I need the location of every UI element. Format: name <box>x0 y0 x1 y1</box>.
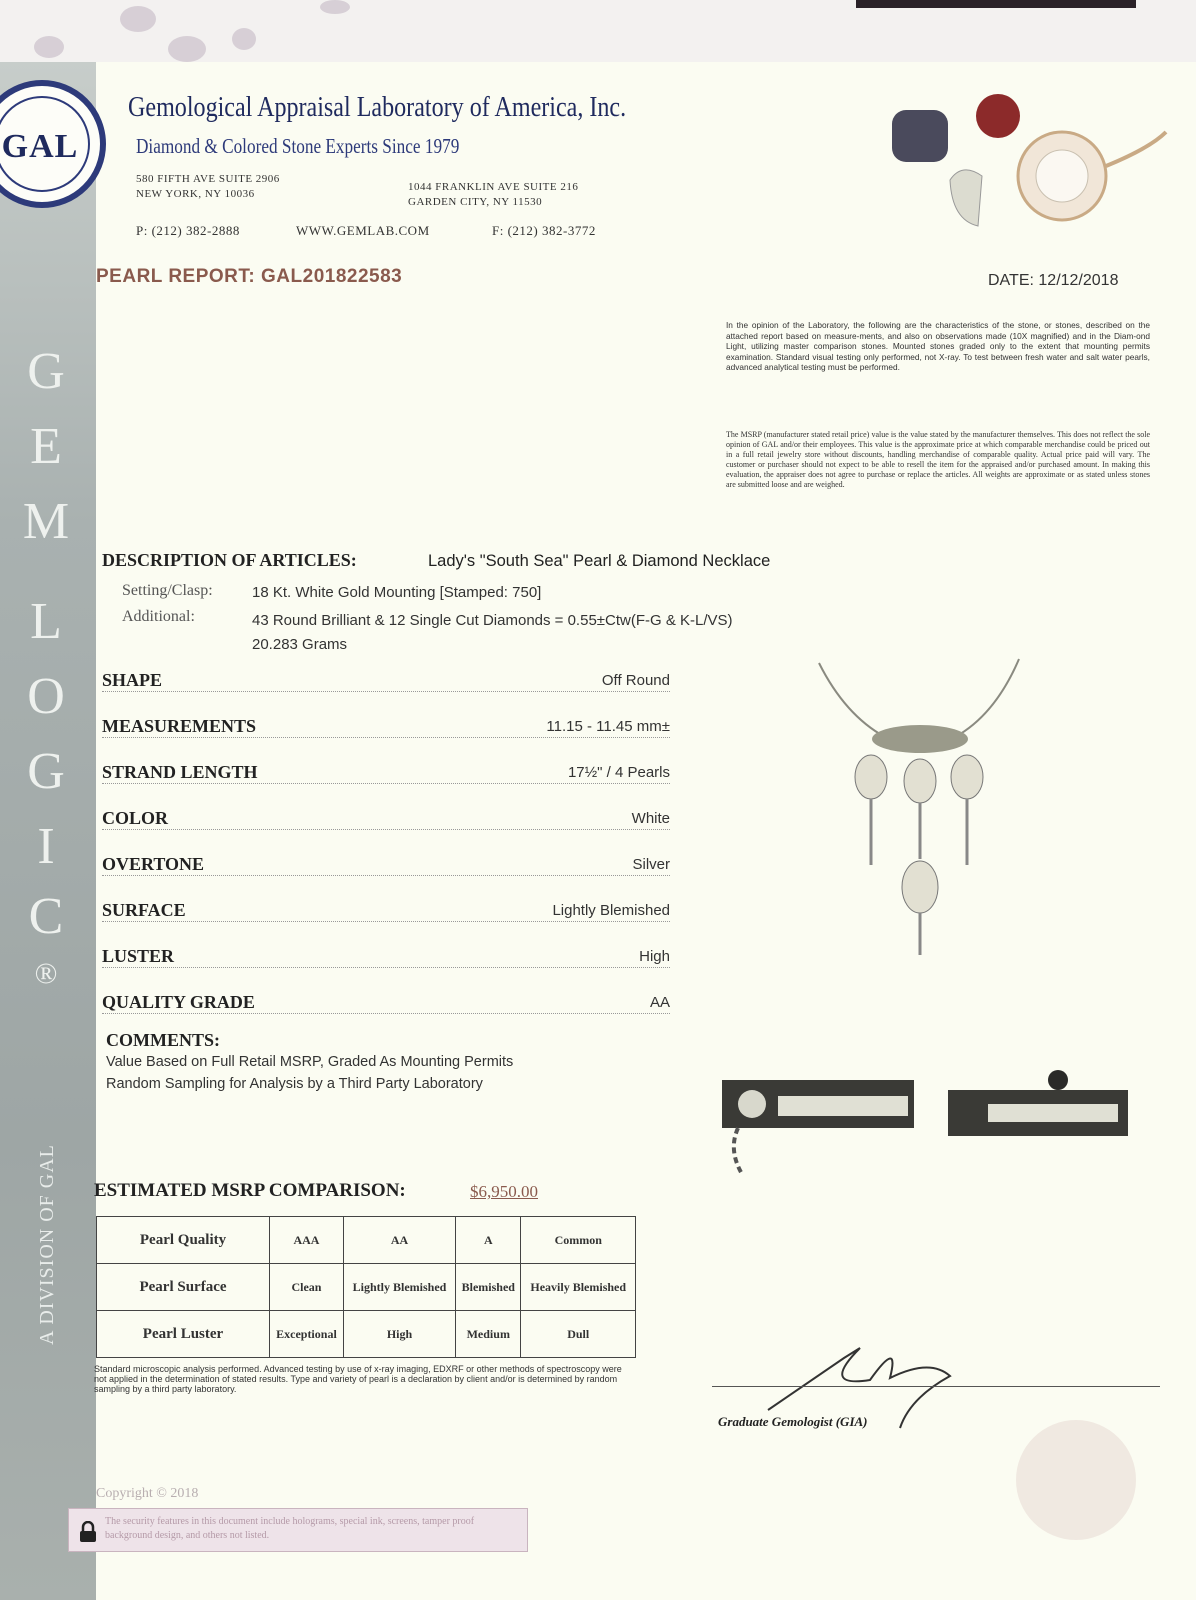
gem-photo <box>34 36 64 58</box>
additional-value: 43 Round Brilliant & 12 Single Cut Diamonds = 0.55±Ctw(F-G & K-L/VS) <box>252 612 733 629</box>
ring-band <box>1106 132 1166 166</box>
spine-letter: O <box>27 668 65 725</box>
spine-letter: L <box>30 593 62 650</box>
ring-center-stone <box>1036 150 1088 202</box>
address-line: 580 FIFTH AVE SUITE 2906 <box>136 173 280 185</box>
leader-dots <box>102 783 670 784</box>
lab-name: Gemological Appraisal Laboratory of America, Inc. <box>128 92 627 123</box>
spine-letter: G <box>27 343 65 400</box>
gemstone-photos <box>880 88 1170 238</box>
report-number: GAL201822583 <box>261 266 403 287</box>
phone-number: P: (212) 382-2888 <box>136 223 240 238</box>
clasp-chain <box>734 1128 742 1174</box>
attribute-value: Off Round <box>596 672 670 689</box>
attribute-row <box>102 900 670 928</box>
attribute-label: MEASUREMENTS <box>102 716 262 737</box>
table-row <box>97 1311 636 1358</box>
attribute-row <box>102 946 670 974</box>
table-cell: AAA <box>270 1217 344 1264</box>
pear-diamond <box>950 170 982 226</box>
attribute-row <box>102 854 670 882</box>
security-notice <box>68 1508 528 1552</box>
msrp-label: ESTIMATED MSRP COMPARISON: <box>94 1180 406 1201</box>
report-title-label: PEARL REPORT: <box>96 266 256 287</box>
table-row-header: Pearl Luster <box>97 1311 270 1358</box>
address-line: NEW YORK, NY 10036 <box>136 188 255 200</box>
attribute-row <box>102 670 670 698</box>
gem-photo <box>232 28 256 50</box>
attribute-value: Lightly Blemished <box>546 902 670 919</box>
spine-letter: C <box>28 888 64 945</box>
pearl <box>904 759 936 803</box>
weight-value: 20.283 Grams <box>252 636 348 653</box>
comment-line: Random Sampling for Analysis by a Third Party Laboratory <box>106 1076 483 1092</box>
attribute-value: 17½" / 4 Pearls <box>562 764 670 781</box>
attribute-row <box>102 716 670 744</box>
attribute-row <box>102 808 670 836</box>
attribute-label: QUALITY GRADE <box>102 992 261 1013</box>
attribute-label: SHAPE <box>102 670 168 691</box>
gemlogic-spine <box>0 62 96 1600</box>
table-cell: Medium <box>456 1311 521 1358</box>
necklace-photo <box>815 655 1025 975</box>
copyright: Copyright © 2018 <box>96 1486 199 1501</box>
website-link[interactable]: WWW.GEMLAB.COM <box>296 223 430 238</box>
leader-dots <box>102 1013 670 1014</box>
attribute-value: High <box>633 948 670 965</box>
table-cell: AA <box>343 1217 455 1264</box>
attribute-row <box>102 762 670 790</box>
clasp-plate <box>988 1104 1118 1122</box>
spine-letter: G <box>27 743 65 800</box>
setting-label: Setting/Clasp: <box>122 582 213 599</box>
spine-letter: M <box>22 493 70 550</box>
table-cell: Common <box>521 1217 636 1264</box>
address-line: 1044 FRANKLIN AVE SUITE 216 <box>408 181 579 193</box>
disclaimer-msrp: The MSRP (manufacturer stated retail price) value is the value stated by the manufacturer themselves. This does not reflect the sole opinion of GAL and/or their employees. This value is the approximate price at which comparable merchandise could be priced out in a full retail jewelry store without discounts, handling merchandise of comparable quality. Actual price paid will vary. The customer or purchaser should not expect to be able to resell the item for the appraised and/or purchased amount. In making this evaluation, the appraiser does not agree to purchase or replace the articles. All weights are approximate or as stated unless stones are submitted loose and are weighed. <box>726 430 1150 489</box>
address-garden-city <box>408 180 578 210</box>
table-cell: Dull <box>521 1311 636 1358</box>
table-row-header: Pearl Surface <box>97 1264 270 1311</box>
table-cell: Lightly Blemished <box>343 1264 455 1311</box>
table-cell: Heavily Blemished <box>521 1264 636 1311</box>
leader-dots <box>102 737 670 738</box>
attribute-value: Silver <box>626 856 670 873</box>
attribute-label: SURFACE <box>102 900 192 921</box>
comment-line: Value Based on Full Retail MSRP, Graded As Mounting Permits <box>106 1054 514 1070</box>
signature-line <box>712 1386 1160 1387</box>
gem-photo <box>120 6 156 32</box>
report-title <box>96 266 402 288</box>
diamond-cluster <box>872 725 968 753</box>
leader-dots <box>102 691 670 692</box>
top-bar <box>856 0 1136 8</box>
lab-tagline: Diamond & Colored Stone Experts Since 1979 <box>136 134 460 158</box>
attribute-label: COLOR <box>102 808 174 829</box>
signature-caption: Graduate Gemologist (GIA) <box>718 1414 868 1429</box>
spine-letter: ® <box>34 957 58 990</box>
table-row-header: Pearl Quality <box>97 1217 270 1264</box>
table-row <box>97 1217 636 1264</box>
leader-dots <box>102 967 670 968</box>
leader-dots <box>102 921 670 922</box>
table-cell: A <box>456 1217 521 1264</box>
description-value: Lady's "South Sea" Pearl & Diamond Necklace <box>428 552 771 570</box>
attribute-label: STRAND LENGTH <box>102 762 264 783</box>
date-value: 12/12/2018 <box>1038 272 1119 289</box>
pearl <box>902 861 938 913</box>
gem-photo <box>320 0 350 14</box>
grade-table <box>96 1216 636 1358</box>
date-label: DATE: <box>988 272 1034 289</box>
address-line: GARDEN CITY, NY 11530 <box>408 196 543 208</box>
security-text: The security features in this document include holograms, special ink, screens, tamper proof background design, and others not listed. <box>105 1516 475 1541</box>
msrp-value: $6,950.00 <box>470 1182 538 1201</box>
table-note: Standard microscopic analysis performed. Advanced testing by use of x-ray imaging, EDXRF or other methods of spectroscopy were not applied in the determination of stated results. Type and variety of pearl is a declaration by client and/or is determined by random sampling by a third party laboratory. <box>94 1364 622 1394</box>
leader-dots <box>102 875 670 876</box>
table-cell: Exceptional <box>270 1311 344 1358</box>
clasp-stone <box>1048 1070 1068 1090</box>
address-new-york <box>136 172 280 202</box>
fax-number: F: (212) 382-3772 <box>492 223 596 238</box>
top-strip <box>0 0 1196 70</box>
attribute-label: LUSTER <box>102 946 180 967</box>
table-cell: Clean <box>270 1264 344 1311</box>
table-cell: High <box>343 1311 455 1358</box>
lock-icon <box>79 1521 97 1543</box>
spine-letter: E <box>30 418 62 475</box>
division-text: A DIVISION OF GAL <box>36 1144 58 1345</box>
report-date <box>988 272 1118 290</box>
attribute-value: 11.15 - 11.45 mm± <box>540 718 670 735</box>
clasp-plate <box>778 1096 908 1116</box>
red-stone <box>976 94 1020 138</box>
disclaimer-opinion: In the opinion of the Laboratory, the following are the characteristics of the stone, or stones, described on the attached report based on measure-ments, and also on observations made (10X magnified) and in the Diam-ond Light, utilizing master comparison stones. Mounted stones graded only to the extent that mounting permits examination. Standard visual testing only performed, not X-ray. To test between fresh water and salt water pearls, advanced analytical testing must be performed. <box>726 320 1150 372</box>
leader-dots <box>102 829 670 830</box>
gem-photo <box>168 36 206 62</box>
pearl <box>855 755 887 799</box>
spine-letter: I <box>37 818 55 875</box>
clasp-hinge <box>738 1090 766 1118</box>
attribute-value: White <box>626 810 670 827</box>
description-label: DESCRIPTION OF ARTICLES: <box>102 550 357 570</box>
setting-value: 18 Kt. White Gold Mounting [Stamped: 750] <box>252 584 542 601</box>
attribute-label: OVERTONE <box>102 854 210 875</box>
additional-label: Additional: <box>122 608 195 625</box>
attribute-row <box>102 992 670 1020</box>
embossed-seal <box>1016 1420 1136 1540</box>
table-row <box>97 1264 636 1311</box>
seal-text: GAL <box>1 128 79 165</box>
clasp-photo <box>718 1070 1158 1180</box>
pearl <box>951 755 983 799</box>
cushion-stone <box>892 110 948 162</box>
comments-label: COMMENTS: <box>106 1030 220 1050</box>
table-cell: Blemished <box>456 1264 521 1311</box>
attribute-value: AA <box>644 994 670 1011</box>
